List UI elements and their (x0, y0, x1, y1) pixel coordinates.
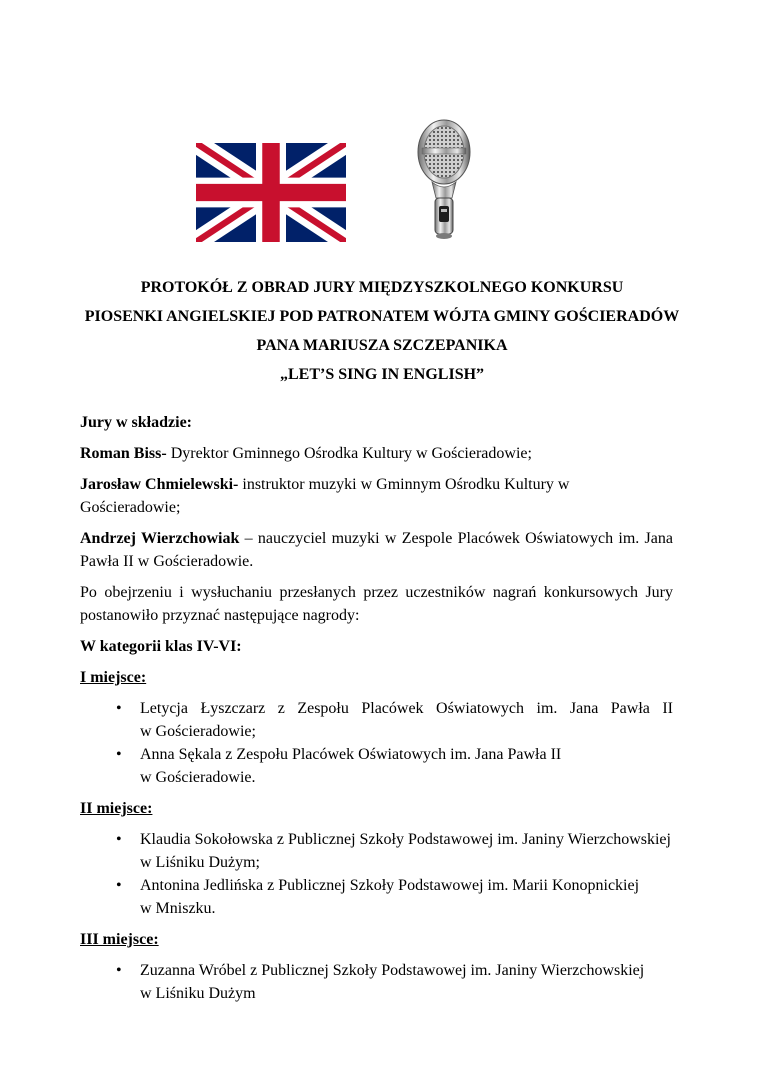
place-1-heading: I miejsce: (80, 669, 147, 686)
winner-line-2: w Mniszku. (140, 900, 216, 917)
list-item (80, 874, 673, 920)
list-item (80, 743, 673, 789)
jury-heading: Jury w składzie: (80, 414, 192, 431)
bullet-icon: • (116, 962, 122, 979)
jury-member-role: Dyrektor Gminnego Ośrodka Kultury w Gościeradowie; (166, 445, 532, 462)
winner-line-2: w Liśniku Dużym; (140, 854, 260, 871)
title-line-2: PIOSENKI ANGIELSKIEJ POD PATRONATEM WÓJTA GMINY GOŚCIERADÓW (84, 308, 680, 325)
bullet-icon: • (116, 831, 122, 848)
title-line-3: PANA MARIUSZA SZCZEPANIKA (256, 337, 508, 354)
place-3-list (80, 959, 673, 1005)
winner-line-2: w Liśniku Dużym (140, 985, 256, 1002)
winner-line-1: Zuzanna Wróbel z Publicznej Szkoły Podstawowej im. Janiny Wierzchowskiej (140, 962, 645, 979)
jury-member-3 (80, 527, 673, 573)
jury-member-role: instruktor muzyki w Gminnym Ośrodku Kultury w Gościeradowie; (80, 476, 570, 516)
retro-microphone-icon (408, 118, 480, 244)
list-item (80, 828, 673, 874)
winner-line-1: Letycja Łyszczarz z Zespołu Placówek Oświatowych im. Jana Pawła II (140, 700, 673, 717)
title-line-1: PROTOKÓŁ Z OBRAD JURY MIĘDZYSZKOLNEGO KONKURSU (140, 279, 624, 296)
place-1-list (80, 697, 673, 789)
title-line-4: „LET’S SING IN ENGLISH” (279, 366, 485, 383)
bullet-icon: • (116, 700, 122, 717)
winner-line-1: Antonina Jedlińska z Publicznej Szkoły Podstawowej im. Marii Konopnickiej (140, 877, 640, 894)
jury-member-role: – nauczyciel muzyki w Zespole Placówek Oświatowych im. Jana Pawła II w Gościeradowie. (80, 530, 673, 570)
jury-member-name: Andrzej Wierzchowiak (80, 530, 240, 547)
intro-paragraph: Po obejrzeniu i wysłuchaniu przesłanych przez uczestników nagrań konkursowych Jury postanowiło przyznać następujące nagrody: (80, 584, 673, 624)
document-body (80, 411, 673, 1013)
place-3-heading: III miejsce: (80, 931, 159, 948)
jury-member-1 (80, 442, 673, 465)
category-heading: W kategorii klas IV-VI: (80, 638, 242, 655)
jury-member-name: Roman Biss- (80, 445, 167, 462)
document-title (80, 273, 684, 389)
union-jack-flag-icon (196, 143, 346, 242)
place-2-list (80, 828, 673, 920)
winner-line-2: w Gościeradowie; (140, 723, 256, 740)
place-2-heading: II miejsce: (80, 800, 153, 817)
bullet-icon: • (116, 877, 122, 894)
jury-member-2 (80, 473, 673, 519)
jury-member-name: Jarosław Chmielewski- (80, 476, 239, 493)
list-item (80, 959, 673, 1005)
bullet-icon: • (116, 746, 122, 763)
winner-line-2: w Gościeradowie. (140, 769, 256, 786)
winner-line-1: Klaudia Sokołowska z Publicznej Szkoły Podstawowej im. Janiny Wierzchowskiej (140, 831, 671, 848)
winner-line-1: Anna Sękala z Zespołu Placówek Oświatowych im. Jana Pawła II (140, 746, 562, 763)
list-item (80, 697, 673, 743)
